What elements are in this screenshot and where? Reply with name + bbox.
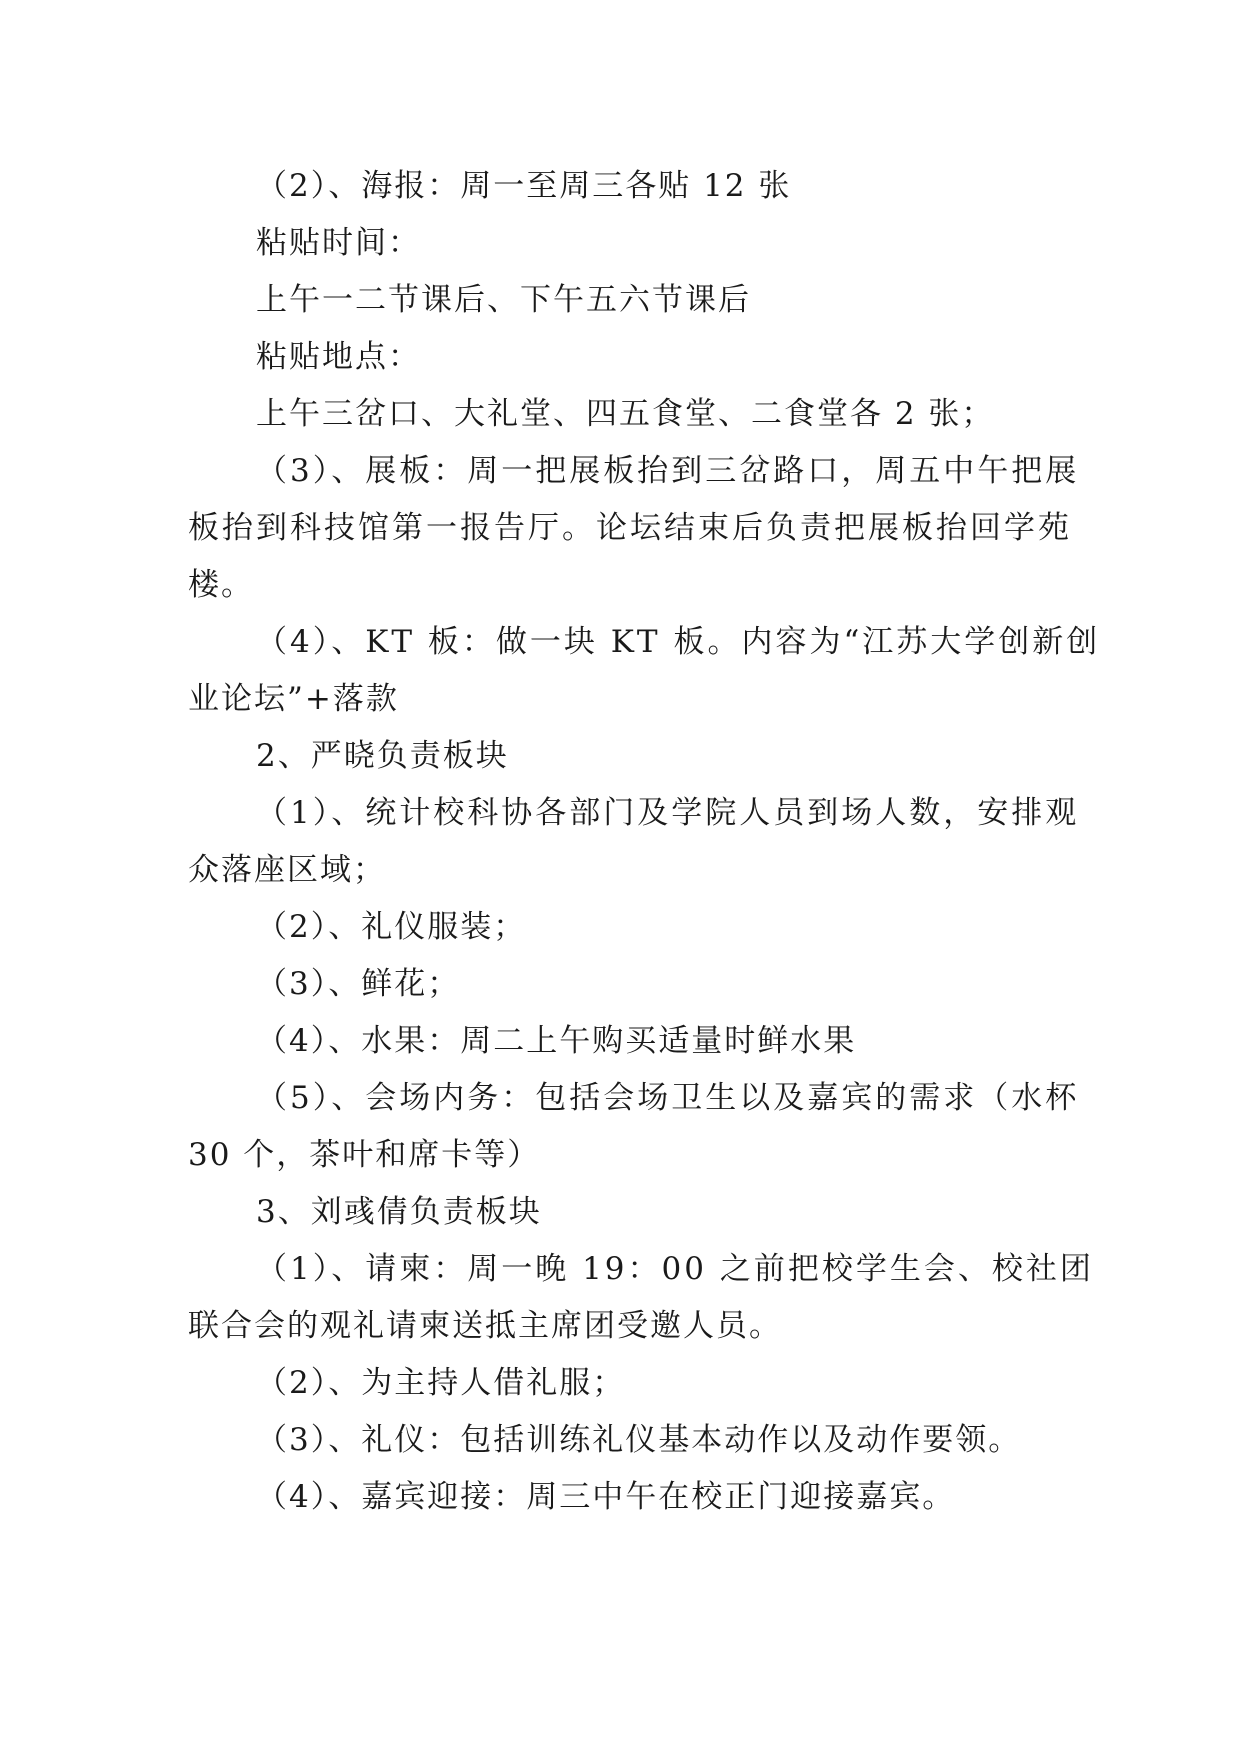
text-line: 楼。 (188, 567, 254, 603)
text-line: 联合会的观礼请柬送抵主席团受邀人员。 (188, 1308, 782, 1344)
text-line: 众落座区域； (188, 852, 386, 888)
text-line: 业论坛”+落款 (188, 681, 399, 717)
section-heading: 2、严晓负责板块 (256, 738, 509, 774)
text-line: （3）、展板：周一把展板抬到三岔路口，周五中午把展 (256, 453, 1080, 489)
text-line: 上午一二节课后、下午五六节课后 (256, 282, 751, 318)
text-line: 30 个，茶叶和席卡等） (188, 1137, 541, 1173)
text-line: （3）、鲜花； (256, 966, 461, 1002)
text-line: （3）、礼仪：包括训练礼仪基本动作以及动作要领。 (256, 1422, 1022, 1458)
text-line: （4）、嘉宾迎接：周三中午在校正门迎接嘉宾。 (256, 1479, 956, 1515)
text-line: （1）、请柬：周一晚 19：00 之前把校学生会、校社团 (256, 1251, 1094, 1287)
text-line: （2）、海报：周一至周三各贴 12 张 (256, 168, 792, 204)
text-line: （5）、会场内务：包括会场卫生以及嘉宾的需求（水杯 (256, 1080, 1080, 1116)
text-line: 粘贴地点： (256, 339, 421, 375)
text-line: 上午三岔口、大礼堂、四五食堂、二食堂各 2 张； (256, 396, 995, 432)
text-line: （1）、统计校科协各部门及学院人员到场人数，安排观 (256, 795, 1080, 831)
text-line: （4）、KT 板：做一块 KT 板。内容为“江苏大学创新创 (256, 624, 1101, 660)
text-line: （4）、水果：周二上午购买适量时鲜水果 (256, 1023, 857, 1059)
text-line: （2）、礼仪服装； (256, 909, 527, 945)
text-line: 板抬到科技馆第一报告厅。论坛结束后负责把展板抬回学苑 (188, 510, 1072, 546)
text-line: （2）、为主持人借礼服； (256, 1365, 626, 1401)
section-heading: 3、刘彧倩负责板块 (256, 1194, 542, 1230)
text-line: 粘贴时间： (256, 225, 421, 261)
